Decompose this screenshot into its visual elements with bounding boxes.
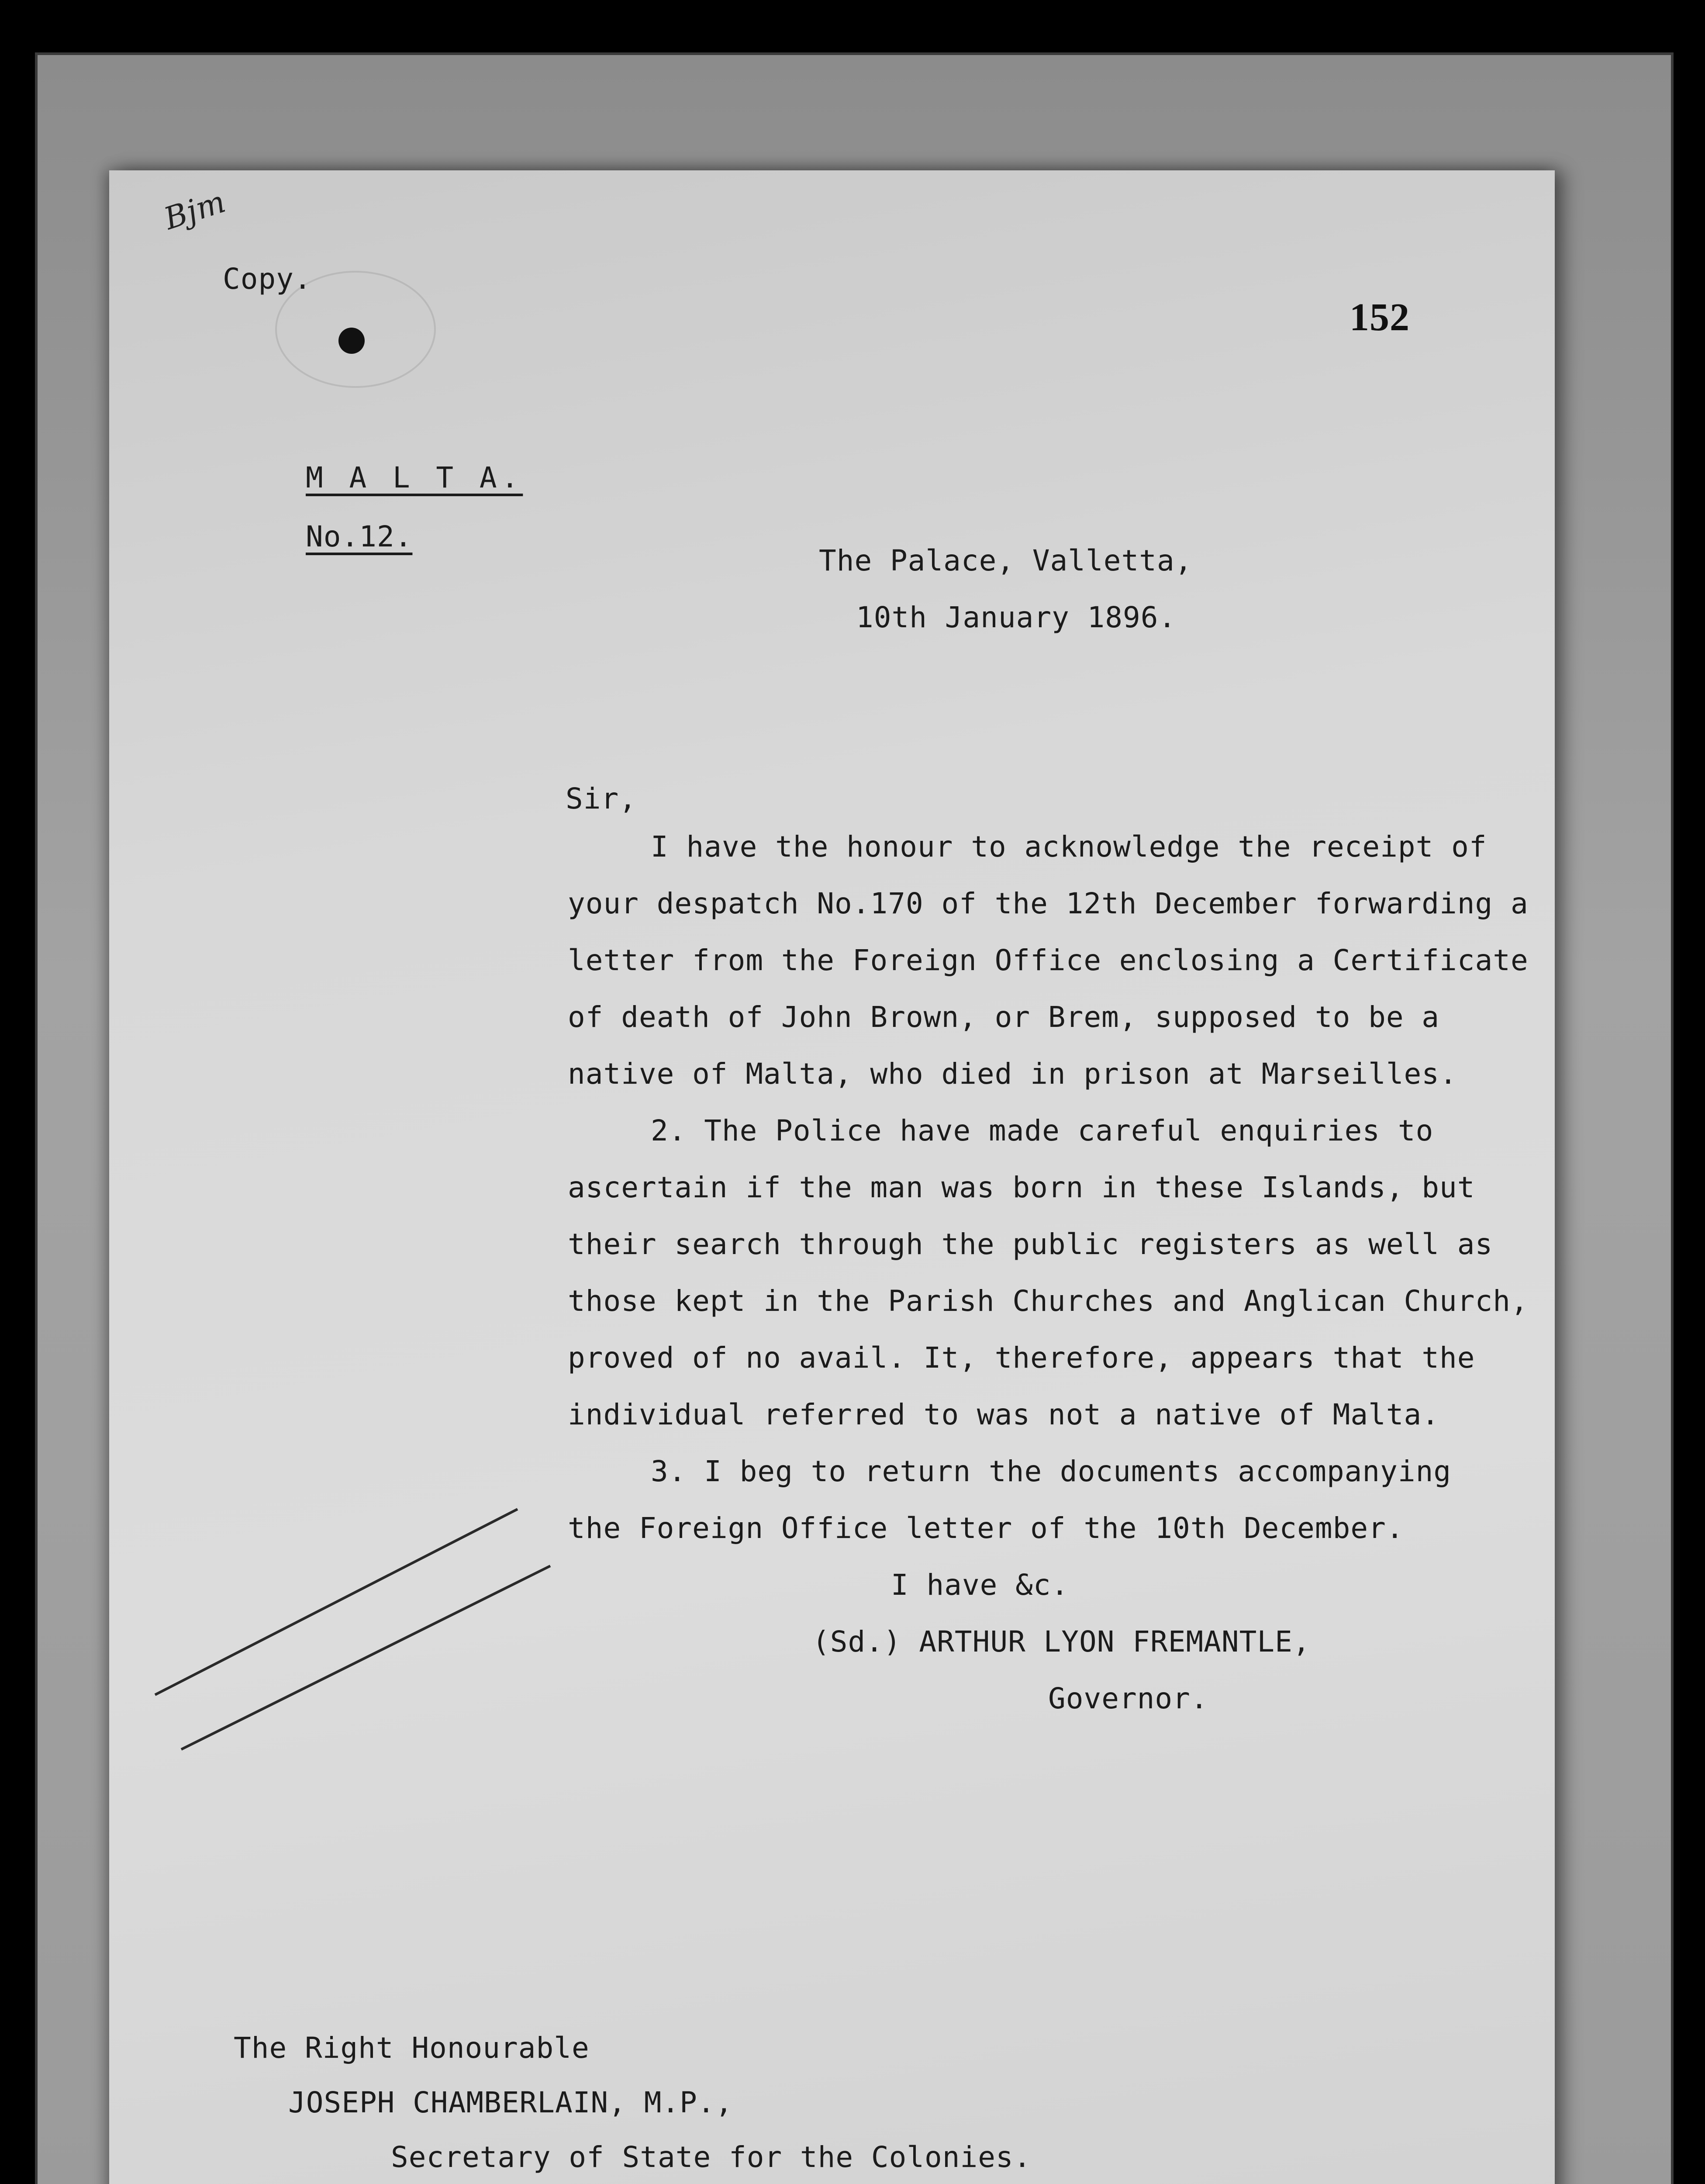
body-line: of death of John Brown, or Brem, supposed to be a xyxy=(568,1000,1440,1034)
body-line: individual referred to was not a native of Malta. xyxy=(568,1398,1440,1431)
body-line: letter from the Foreign Office enclosing a Certificate xyxy=(568,943,1529,977)
signature-line: (Sd.) ARTHUR LYON FREMANTLE, xyxy=(812,1625,1311,1659)
page-number: 152 xyxy=(1350,296,1410,339)
body-line: native of Malta, who died in prison at Marseilles. xyxy=(568,1057,1457,1091)
address-date: 10th January 1896. xyxy=(856,601,1177,634)
body-line: those kept in the Parish Churches and Anglican Church, xyxy=(568,1284,1529,1318)
body-line: I have the honour to acknowledge the receipt of xyxy=(651,830,1487,864)
closing-phrase: I have &c. xyxy=(891,1568,1069,1602)
body-line: 3. I beg to return the documents accompanying xyxy=(651,1455,1452,1488)
body-line: 2. The Police have made careful enquiries to xyxy=(651,1114,1434,1147)
despatch-number: No.12. xyxy=(306,520,413,553)
body-line: their search through the public registers as well as xyxy=(568,1227,1493,1261)
address-place: The Palace, Valletta, xyxy=(819,544,1193,577)
signatory-title: Governor. xyxy=(1048,1682,1208,1715)
body-line: the Foreign Office letter of the 10th December. xyxy=(568,1511,1404,1545)
body-line: proved of no avail. It, therefore, appears that the xyxy=(568,1341,1475,1375)
addressee-name: JOSEPH CHAMBERLAIN, M.P., xyxy=(288,2086,733,2119)
copy-label: Copy. xyxy=(223,262,312,296)
pencil-stroke xyxy=(155,1509,518,1695)
body-line: ascertain if the man was born in these Islands, but xyxy=(568,1171,1475,1204)
salutation: Sir, xyxy=(566,782,637,816)
colony-heading: M A L T A. xyxy=(306,461,523,494)
addressee-line: The Right Honourable xyxy=(234,2031,590,2065)
handwritten-initials: Bjm xyxy=(159,183,230,237)
addressee-office: Secretary of State for the Colonies. xyxy=(391,2140,1032,2174)
body-line: your despatch No.170 of the 12th December forwarding a xyxy=(568,887,1529,920)
pencil-stroke xyxy=(181,1566,550,1749)
